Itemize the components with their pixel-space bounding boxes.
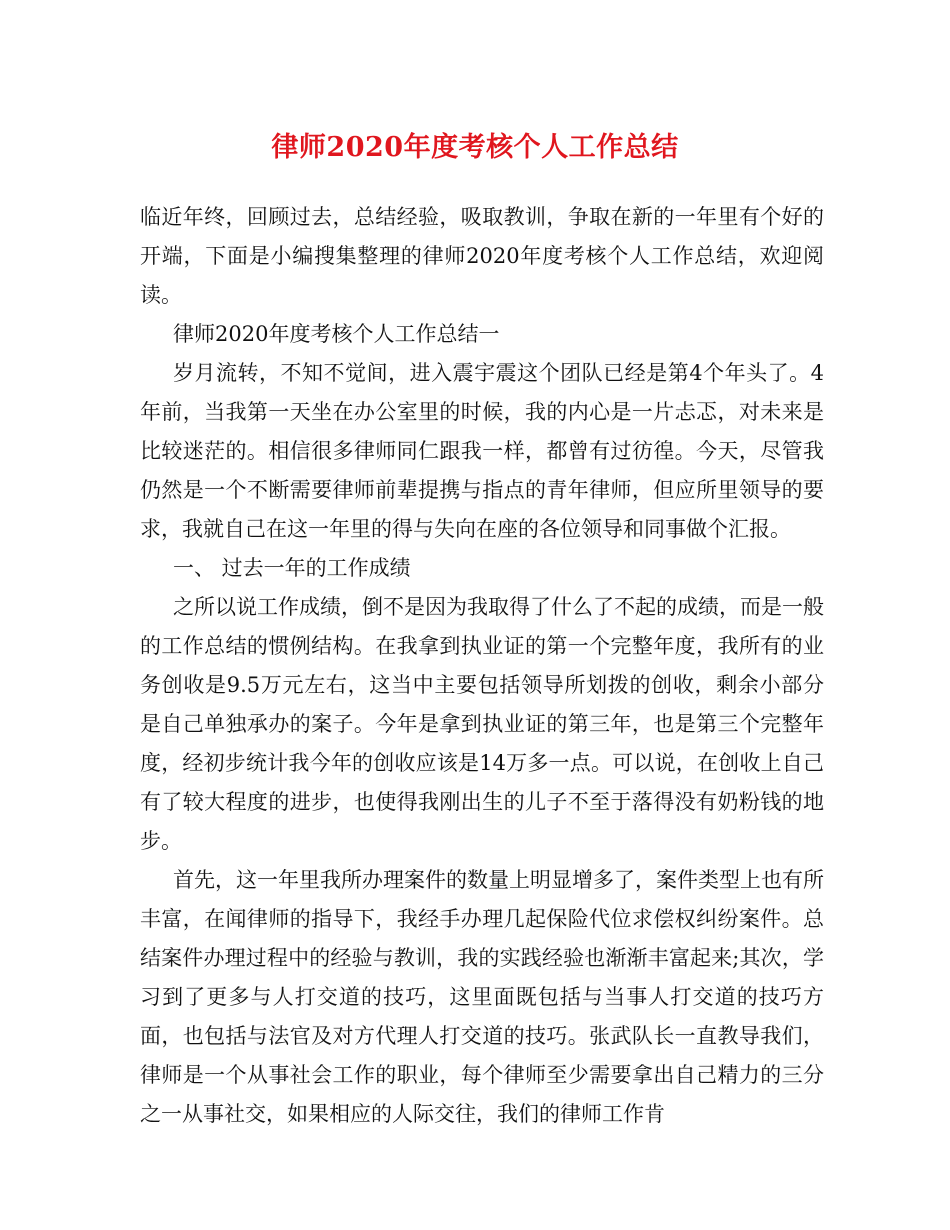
paragraph-opening: 岁月流转，不知不觉间，进入震宇震这个团队已经是第4个年头了。4年前，当我第一天坐在办公室里的时候，我的内心是一片忐忑，对未来是比较迷茫的。相信很多律师同仁跟我一样，都曾有过彷徨。今天，尽管我仍然是一个不断需要律师前辈提携与指点的青年律师，但应所里领导的要求，我就自己在这一年里的得与失向在座的各位领导和同事做个汇报。 — [140, 361, 824, 541]
document-title: 律师2020年度考核个人工作总结 — [271, 132, 679, 163]
section-heading-achievements: 一、 过去一年的工作成绩 — [173, 556, 411, 580]
document-body — [140, 198, 824, 1134]
paragraph-achievements: 之所以说工作成绩，倒不是因为我取得了什么了不起的成绩，而是一般的工作总结的惯例结构。在我拿到执业证的第一个完整年度，我所有的业务创收是9.5万元左右，这当中主要包括领导所划拨的创收，剩余小部分是自己单独承办的案子。今年是拿到执业证的第三年，也是第三个完整年度，经初步统计我今年的创收应该是14万多一点。可以说，在创收上自己有了较大程度的进步，也使得我刚出生的儿子不至于落得没有奶粉钱的地步。 — [140, 595, 824, 853]
paragraph-intro: 临近年终，回顾过去，总结经验，吸取教训，争取在新的一年里有个好的开端，下面是小编搜集整理的律师2020年度考核个人工作总结，欢迎阅读。 — [140, 205, 824, 307]
paragraph-first-second: 首先，这一年里我所办理案件的数量上明显增多了，案件类型上也有所丰富，在闻律师的指导下，我经手办理几起保险代位求偿权纠纷案件。总结案件办理过程中的经验与教训，我的实践经验也渐渐丰富起来;其次，学习到了更多与人打交道的技巧，这里面既包括与当事人打交道的技巧方面，也包括与法官及对方代理人打交道的技巧。张武队长一直教导我们，律师是一个从事社会工作的职业，每个律师至少需要拿出自己精力的三分之一从事社交，如果相应的人际交往，我们的律师工作肯 — [140, 868, 824, 1126]
paragraph-subtitle: 律师2020年度考核个人工作总结一 — [173, 322, 500, 346]
